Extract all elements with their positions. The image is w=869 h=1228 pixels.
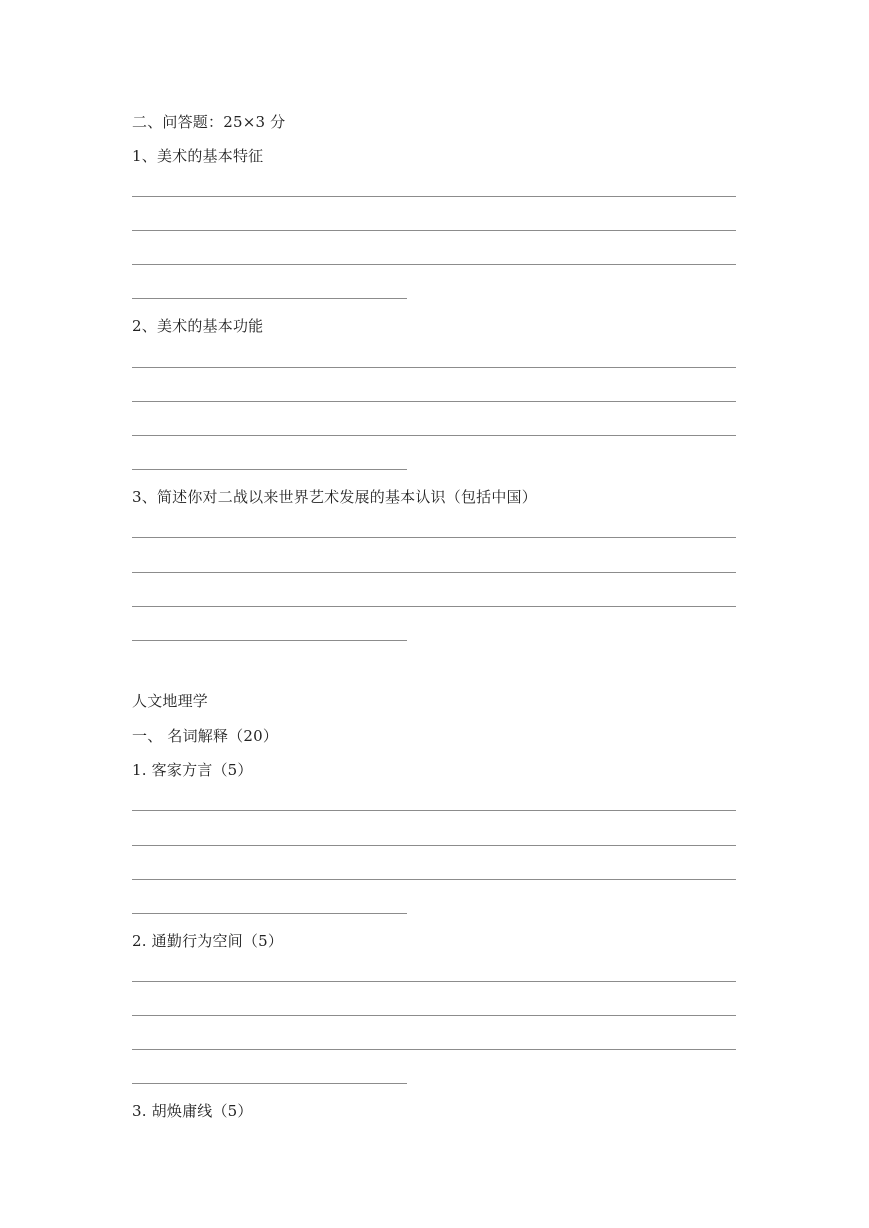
answer-line xyxy=(132,196,736,197)
section-heading-terms: 一、 名词解释（20） xyxy=(132,727,279,745)
question-1: 1、美术的基本特征 xyxy=(132,147,264,165)
section-heading-qa: 二、问答题：25×3 分 xyxy=(132,113,286,131)
answer-line xyxy=(132,572,736,573)
answer-line xyxy=(132,845,736,846)
answer-line xyxy=(132,1015,736,1016)
answer-line xyxy=(132,879,736,880)
answer-line xyxy=(132,264,736,265)
answer-line xyxy=(132,537,736,538)
answer-line xyxy=(132,981,736,982)
subject-title: 人文地理学 xyxy=(132,692,209,710)
answer-line xyxy=(132,606,736,607)
answer-line xyxy=(132,435,736,436)
answer-line xyxy=(132,1049,736,1050)
question-3: 3、简述你对二战以来世界艺术发展的基本认识（包括中国） xyxy=(132,488,537,506)
answer-line xyxy=(132,367,736,368)
question-2: 2、美术的基本功能 xyxy=(132,317,264,335)
answer-line-short xyxy=(132,298,407,299)
answer-line xyxy=(132,230,736,231)
answer-line-short xyxy=(132,913,407,914)
answer-line-short xyxy=(132,469,407,470)
answer-line-short xyxy=(132,1083,407,1084)
answer-line-short xyxy=(132,640,407,641)
answer-line xyxy=(132,810,736,811)
term-2: 2. 通勤行为空间（5） xyxy=(132,932,284,950)
term-1: 1. 客家方言（5） xyxy=(132,761,253,779)
answer-line xyxy=(132,401,736,402)
term-3: 3. 胡焕庸线（5） xyxy=(132,1102,253,1120)
